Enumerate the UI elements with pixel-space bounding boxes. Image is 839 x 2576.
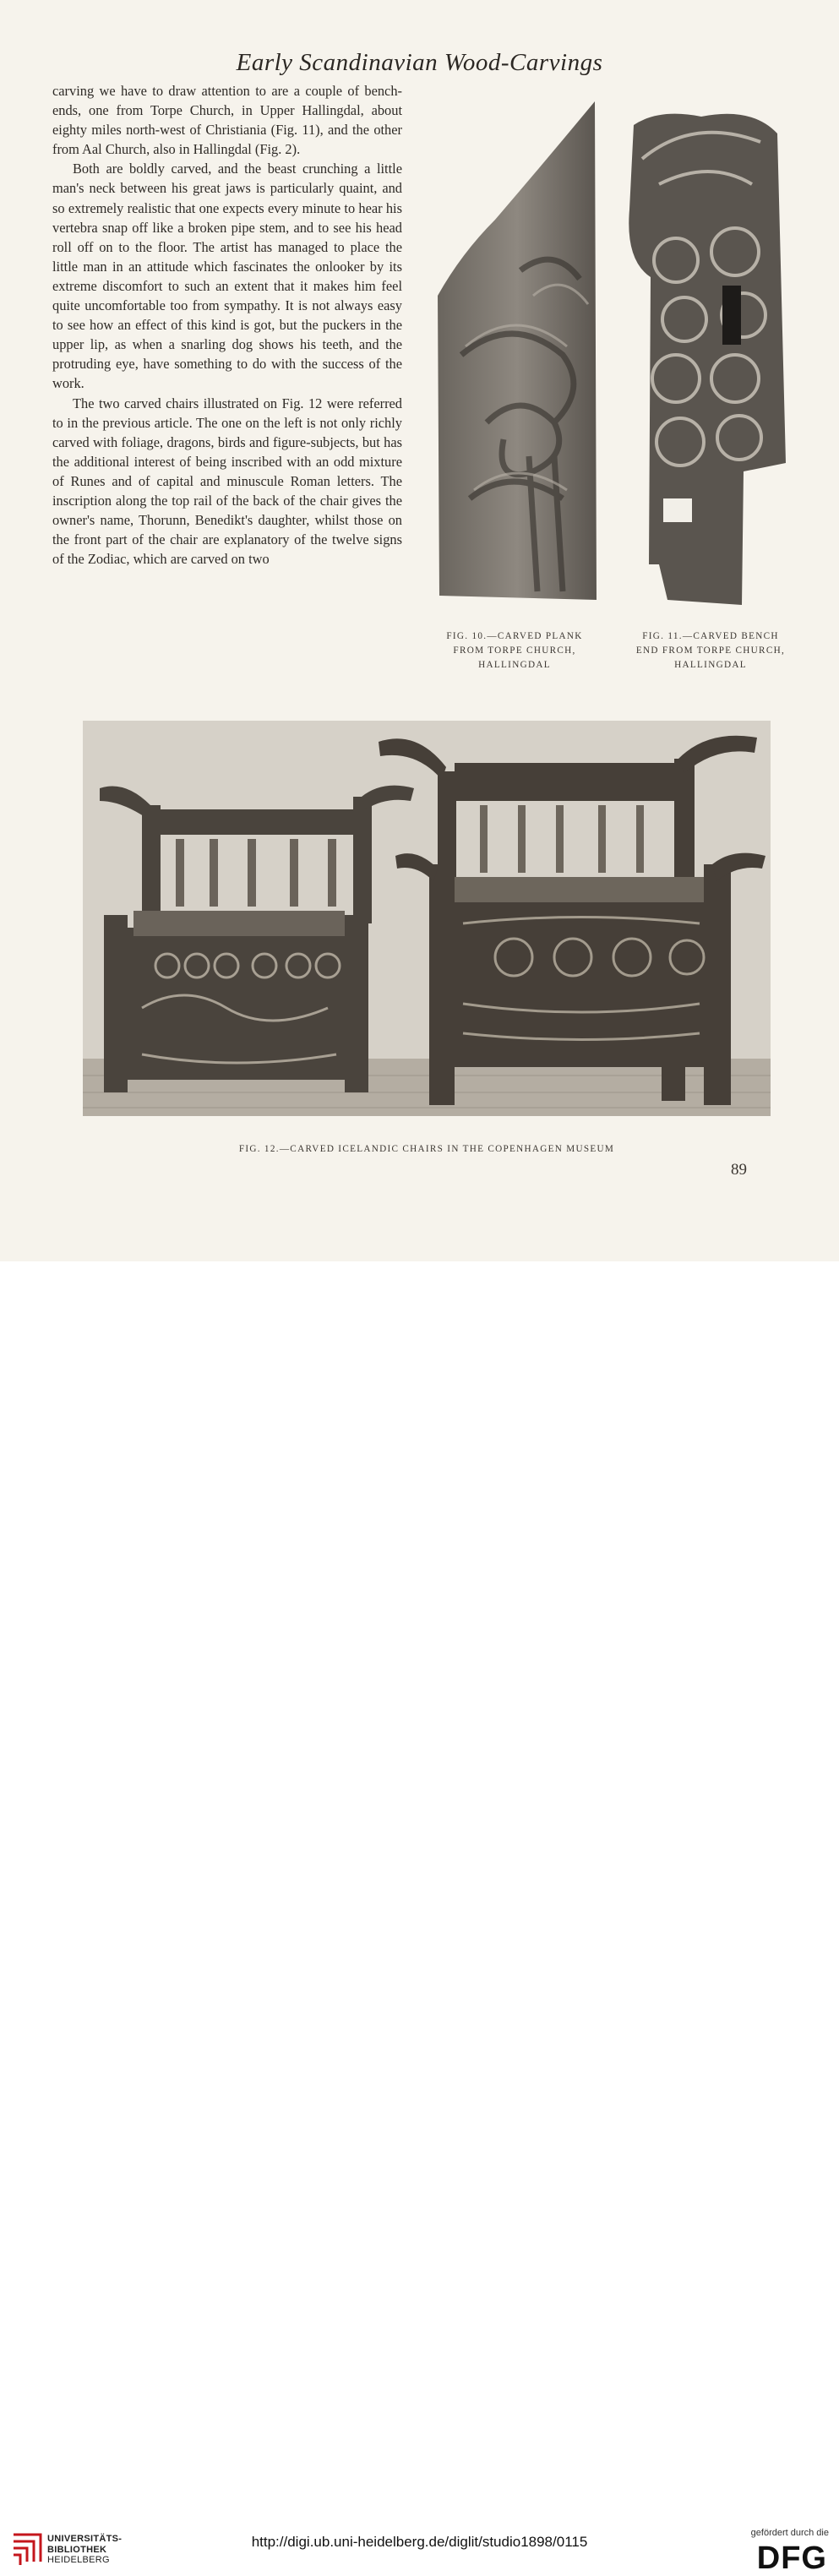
university-library-name[interactable]: UNIVERSITÄTS- BIBLIOTHEK HEIDELBERG bbox=[47, 2534, 123, 2565]
figure-12-carved-chairs-photo bbox=[83, 721, 771, 1116]
paragraph-2: Both are boldly carved, and the beast crunching a little man's neck between his great jaws is particularly quaint, and so extremely realistic that one expects every minute to hear his vertebra snap off like a broken pipe stem, and to see his head roll off on to the floor. The artist has managed to place the little man in an attitude which fascinates the onlooker by its extreme discomfort to such an extent that it makes him feel quite uncomfortable too from sympathy. It is not always easy to see how an effect of this kind is got, but the puckers in the upper lip, as when a snarling dog shows his teeth, and the protruding eye, have something to do with the success of the work. bbox=[52, 161, 402, 392]
figure-10-caption: FIG. 10.—CARVED PLANK FROM TORPE CHURCH, HALLINGDAL bbox=[446, 631, 583, 670]
document-page bbox=[0, 0, 839, 1261]
page-number: 89 bbox=[731, 1161, 747, 1179]
paragraph-3: The two carved chairs illustrated on Fig. 12 were referred to in the previous article. The one on the left is not only richly carved with foliage, dragons, birds and figure-subjects, but has the additional interest of being inscribed with an odd mixture of Runes and of capital and minuscule Roman letters. The inscription along the top rail of the back of the chair gives the owner's name, Thorunn, Benedikt's daughter, whilst those on the front part of the chair are explanatory of the twelve signs of the Zodiac, which are carved on two bbox=[52, 395, 402, 568]
figure-10-carved-plank-photo bbox=[436, 101, 597, 600]
paragraph-1: carving we have to draw attention to are a couple of bench-ends, one from Torpe Church, in Upper Hallingdal, about eighty miles north-west of Christiania (Fig. 11), and the other from Aal Church, also in Hallingdal (Fig. 2). bbox=[52, 83, 402, 158]
dfg-logo[interactable]: DFG bbox=[756, 2541, 827, 2576]
running-header-title: Early Scandinavian Wood-Carvings bbox=[236, 49, 603, 76]
sponsor-text: gefördert durch die bbox=[750, 2528, 829, 2538]
permalink-url[interactable]: http://digi.ub.uni-heidelberg.de/diglit/studio1898/0115 bbox=[251, 2534, 588, 2550]
figure-11-carved-bench-end-photo bbox=[625, 108, 787, 605]
digitization-footer bbox=[0, 1261, 839, 2576]
article-body bbox=[52, 81, 402, 569]
figure-11-caption: FIG. 11.—CARVED BENCH END FROM TORPE CHURCH, HALLINGDAL bbox=[635, 631, 786, 670]
figure-12-caption: FIG. 12.—CARVED ICELANDIC CHAIRS IN THE COPENHAGEN MUSEUM bbox=[238, 1144, 615, 1154]
